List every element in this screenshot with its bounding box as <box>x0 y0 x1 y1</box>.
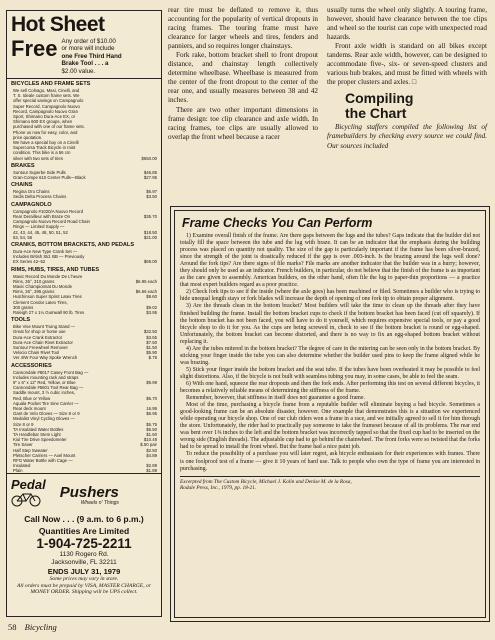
item-description: 53, 54, 55 <box>13 234 33 240</box>
item-price: $18.50 <box>143 229 157 235</box>
item-price: $.75 <box>148 355 157 361</box>
item-description: Cannondale #5601 Tool Rear Bag — <box>13 385 84 391</box>
free-line: or more will include <box>61 45 115 53</box>
item-description: Insulated <box>13 463 31 469</box>
fine-print: Some prices may vary in store. <box>49 576 119 582</box>
item-price: $10.48 <box>143 437 157 443</box>
box-paragraph: 4) Are the tubes mitered in the bottom bracket? The degree of care in the mitering can be seen only in the bottom bracket. By sticking your finger inside the tube you can also determine whether the builder used pins to keep the frame aligned while he was brazing. <box>180 345 480 366</box>
category-heading: CAMPAGNOLO <box>11 201 52 208</box>
item-price: $550.00 <box>141 155 157 161</box>
end-mark: □ <box>411 78 417 87</box>
item-description: Dura-Ace New Type Crank Set — <box>13 248 78 254</box>
hot-sheet-ad <box>6 10 162 617</box>
price-item <box>13 194 157 199</box>
item-description: Supercorsa Track Bicycle in mint <box>13 145 76 151</box>
article-column-3 <box>327 6 487 151</box>
item-description: Rings — Limited Supply — <box>13 224 65 230</box>
item-description: Mavic Record Du Monde De L'heure <box>13 273 83 279</box>
box-inner <box>174 210 486 618</box>
item-price: $6.70 <box>146 395 157 401</box>
item-price: $5.75 <box>146 421 157 427</box>
price-item <box>13 310 157 315</box>
price-item <box>13 355 157 360</box>
item-price: $35.70 <box>143 213 157 219</box>
shop-info <box>7 473 161 616</box>
item-description: Plain <box>13 468 23 474</box>
item-description: Sport, Shimano Dura-Ace EX, or <box>13 114 76 120</box>
item-description: Red, Blue or Yellow <box>13 395 51 401</box>
item-description: Gran-Compe 610 Center Pulls—Black <box>13 175 86 181</box>
free-line: Any order of $10.00 <box>61 38 116 45</box>
box-paragraph: 2) Check fork tips to see if the inside (where the axle goes) has been machined or filed. Sometimes a builder who is trying to hide unequal length stays or fork blades will increase the depth of opening of one fork tip to obtain proper alignment. <box>180 289 480 303</box>
category-heading: TOOLS <box>11 317 31 324</box>
item-description: Velocio Chain Rivet Tool <box>13 350 60 356</box>
item-description: Rims, 36°, 395 grams <box>13 289 55 295</box>
phone-number: 1-904-725-2211 <box>36 536 132 551</box>
item-description: 42, 43, 44, 45, 48, 50, 51, 52 <box>13 229 68 235</box>
item-price: $7.50 <box>146 339 157 345</box>
item-description: 300 grams <box>13 304 34 310</box>
free-line: Brake Tool . . . a <box>61 60 109 68</box>
item-price: $21.00 <box>143 234 157 240</box>
price-item <box>13 235 157 240</box>
paragraph: usually turns the wheel only slightly. A touring frame, however, should have clearance between the toe clips and wheel so the tourist can cope with unexpected road hazards. <box>327 6 487 42</box>
category-heading: CRANKS, BOTTOM BRACKETS, AND PEDALS <box>11 241 135 248</box>
free-line: one Free Third Hand <box>61 52 122 60</box>
credit-line: Excerpted from The Custom Bicycle, Michael J. Kolin and Denise M. de la Rosa, <box>180 478 352 485</box>
item-description: Tire Saver <box>13 442 33 448</box>
box-paragraph: 5) Stick your finger inside the bottom bracket and the seat tube. If the tubes have been overheated it may be possible to feel slight distortions. Also, if the bicycle is not built with seamless tubing you may, in some cases, be able to feel the seam. <box>180 366 480 380</box>
item-description: Pletscher Carriers — Axel Mount <box>13 452 76 458</box>
item-description: EX Series 42–52 <box>13 259 46 265</box>
item-price: $6.66 each <box>135 289 157 295</box>
magazine-name: Bicycling <box>24 622 57 632</box>
section-heading: the Chart <box>345 105 407 122</box>
item-price: $4.89 <box>146 452 157 458</box>
item-description: Raleigh 27 x 1¼ Gumwall 90 lb. Tires <box>13 309 85 315</box>
item-description: Medalist Vinyl Cycling Gloves — <box>13 416 75 422</box>
item-price: $2.50 <box>146 447 157 453</box>
item-description: Suntour Freewheel Remover <box>13 344 68 350</box>
paragraph: There are two other important dimensions in frame design: toe clip clearance and axle width. In racing frames, toe clips are usually allowed to overlap the front wheel because a racer <box>168 105 318 141</box>
item-price: $9.99 <box>146 379 157 385</box>
box-paragraph: 6) With one hand, squeeze the rear dropouts and then the fork ends. After performing this test on several different bicycles, it becomes a relatively reliable means of determining the stiffness of the frame. <box>180 380 480 395</box>
category-heading: BRAKES <box>11 162 35 169</box>
item-price: $32.50 <box>143 329 157 335</box>
item-description: Size 8 or 9 <box>13 421 34 427</box>
ad-title: Hot Sheet <box>11 13 105 36</box>
item-description: Dura-Ace Crank Extractor <box>13 334 63 340</box>
item-description: Campagnolo Nuovo Record Road Chain <box>13 219 90 225</box>
price-item <box>13 175 157 180</box>
item-description: Dura-Ace Chain Rivet Extractor <box>13 339 73 345</box>
item-price: $69.00 <box>143 259 157 265</box>
paragraph: Bicycling staffers compiled the following list of framebuilders by checking every source we could find. Our sources included <box>327 123 487 150</box>
item-description: RFG Water Bottle with Cage — <box>13 458 73 464</box>
item-description: Mavic Championnat Du Monde <box>13 283 72 289</box>
credit-line: Rodale Press, Inc., 1979, pp. 18-21. <box>180 485 257 492</box>
item-price: $3.55 <box>146 334 157 340</box>
category-heading: BICYCLES AND FRAME SETS <box>11 81 91 88</box>
ad-header <box>7 11 161 79</box>
item-price: $.50 pair <box>140 442 157 448</box>
category-heading: CHAINS <box>11 182 33 189</box>
item-description: Rear Derailleur with Braze On <box>13 213 71 219</box>
item-description: Includes British Std. BB — Previously <box>13 254 85 260</box>
item-price: $1.89 <box>146 468 157 474</box>
box-paragraph: To reduce the possibility of a purchase you will later regret, ask bicycle enthusiasts for their experiences with frames. There is one foolproof test of a frame — give it 10 years of hard use. Talk to people who own the type of frame you are interested in purchasing. <box>180 451 480 472</box>
category-heading: RIMS, HUBS, TIRES, AND TUBES <box>11 266 100 273</box>
item-description: Phone us now for easy, color, and <box>13 129 78 135</box>
item-price: $1.50 <box>146 344 157 350</box>
item-description: Ver 4/W Four Way Spoke Wrench <box>13 355 78 361</box>
item-price: $3.50 <box>146 194 157 200</box>
logo-pedal: Pedal <box>11 477 46 492</box>
logo-subtitle: Wheels n' Things <box>80 499 119 506</box>
page-footer <box>8 622 57 632</box>
item-price: $5.90 <box>146 350 157 356</box>
item-price: $2.89 <box>146 463 157 469</box>
price-list <box>7 81 161 474</box>
item-description: Half Step Sweater <box>13 447 48 453</box>
item-description: purchased with one of our frame sets. <box>13 124 85 130</box>
item-description: Cannondale #8017 Casey Front Bag — <box>13 369 89 375</box>
article-column-2 <box>168 6 318 142</box>
item-description: Clement Condor Latex Tires, <box>13 299 68 305</box>
item-description: Saddle mount, 3 ½ cubic inches, <box>13 390 76 396</box>
item-description: Shimano 600 EX groups, when <box>13 119 73 125</box>
item-description: Bike Vise Mount Truing Stand — <box>13 324 76 330</box>
address-line: Jacksonville, FL 32211 <box>51 559 117 566</box>
price-item <box>13 156 157 161</box>
item-description: Regina Oro Chains <box>13 189 50 195</box>
item-description: Hutchinson Super Sprint Latex Tires <box>13 294 82 300</box>
item-description: Rims, 36°, 310 grams <box>13 278 55 284</box>
item-description: Kiul Tire Drive Speedometer <box>13 437 67 443</box>
item-description: Super Record, Campagnolo Nuovo <box>13 103 80 109</box>
box-body <box>180 233 480 473</box>
item-price: $9.02 <box>146 304 157 310</box>
item-description: We sell Colnago, Masi, Cinelli, and <box>13 88 80 94</box>
item-description: 9" x 6" x 12" Red, Yellow, or Blue <box>13 379 76 385</box>
free-line: $2.00 value. <box>61 67 96 75</box>
item-price: $6.95 <box>146 411 157 417</box>
item-price: $6.95 each <box>135 278 157 284</box>
quantities-limited: Quantities Are Limited <box>38 526 130 536</box>
offer-end-date: ENDS JULY 31, 1979 <box>47 567 121 576</box>
paragraph: Fork rake, bottom bracket shell to front dropout distance, and chainstay length collectively determine wheelbase. Wheelbase is measured from the center of the front dropout to the center of the rear one, and usually measures between 38 and 42 inches. <box>168 51 318 105</box>
page-number: 58 <box>8 622 17 632</box>
item-price: 16.95 <box>146 405 157 411</box>
item-description: Sedis Delta Process Chains <box>13 194 67 200</box>
section-heading: Compiling <box>345 90 414 107</box>
item-description: T. S. Ideale custom frame sets. We <box>13 93 80 99</box>
item-description: Gant de Velo Gloves — Size 8 or 9 <box>13 411 80 417</box>
box-paragraph: 1) Examine overall finish of the frame. Are there gaps between the lugs and the tubes? Gaps indicate that the builder did not totally fill the space between the tube and the lug with braze. It can be an indicator that the emphasis during the building process was placed on quantity not quality. The size of the gap is particularly important if the frame has been silver-brazed, since the strength of the joint is drastically reduced if the gap is over .003-inch. Is the brazing around the lugs well done? Around the fork tips? Are there signs of file marks? File marks are another indicator that the builder was in a hurry; however, they should only be used as an indicator. French builders, in particular, do not believe that the finish of the frame is as important as the care given to assembly. American builders, on the other hand, often file the lug to paper-thin proportions — a practice that most expert builders regard as a poor practice. <box>180 233 480 289</box>
paragraph: rear tire must be deflated to remove it, thus accounting for the popularity of vertical dropouts in racing frames. The touring frame must have clearance for larger wheels and tires, fenders and panniers, and so requires longer chainstays. <box>168 6 318 51</box>
item-description: Great for shop or home use <box>13 329 66 335</box>
box-paragraph: Remember, however, that stiffness in itself does not guarantee a good frame. <box>186 395 365 402</box>
item-description: silver with two sets of tires <box>13 155 63 161</box>
item-price: $46.85 <box>143 169 157 175</box>
free-offer-text <box>61 38 121 75</box>
item-price: $6.97 <box>146 189 157 195</box>
category-heading: ACCESSORIES <box>11 362 52 369</box>
box-paragraph: Most of the time, purchasing a bicycle frame from a reputable builder will eliminate buying a bad bicycle. Sometimes a good-looking frame can be an absolute disaster, however. One example that demonstrates this is a situation we experienced while operating our bicycle shop. One of our club riders won a frame in a race, and we initially agreed to sell it for him through the store. Unfortunately, the rider had to practically pay someone to take the frameset because of all its problems. The rear end was bent over 1⅜ inches to the left and the bottom bracket was incorrectly tapped so that the fixed cup had to be inserted on the wrong side (English threads). The adjustable cup had to go behind the chainwheel. The front forks were so twisted that the forks had to be spread to install the front wheel. But the frame had a nice paint job. <box>180 402 480 451</box>
item-description: We have a special buy on a Cinelli <box>13 140 79 146</box>
item-description: price quotation. <box>13 134 43 140</box>
item-description: condition. This bike is a 56 cm <box>13 150 71 156</box>
item-price: $27.95 <box>143 175 157 181</box>
item-description: Suntour Superbe Side Pulls <box>13 169 66 175</box>
logo-pushers: Pushers <box>59 483 119 501</box>
item-price: $6.50 <box>146 426 157 432</box>
item-description: TA Insulated Water Bottles <box>13 426 64 432</box>
item-description: offer special savings on Campagnolo <box>13 98 84 104</box>
free-offer <box>11 38 157 75</box>
item-price: $3.95 <box>146 309 157 315</box>
free-word: Free <box>11 36 58 61</box>
item-description: Aquala Pocket Tire Sine Carrier — <box>13 400 79 406</box>
bicycle-icon <box>11 491 41 507</box>
shop-logo <box>7 474 161 512</box>
item-description: Rear deck mount <box>13 405 46 411</box>
item-description: Includes mounting rack and straps <box>13 374 79 380</box>
price-item <box>13 259 157 264</box>
fine-print: All orders must be prepaid by VISA, MASTER CHARGE, or MONEY ORDER. Shipping will be UPS collect. <box>17 582 151 595</box>
source-credit <box>180 476 480 492</box>
item-description: Campagnolo #1020/A Nuovo Record <box>13 208 83 214</box>
call-now: Call Now . . . (9 a.m. to 6 p.m.) <box>24 514 144 524</box>
box-title: Frame Checks You Can Perform <box>182 216 373 230</box>
frame-checks-box <box>170 206 490 622</box>
item-description: Record, Campagnolo Nuovo Gran <box>13 108 78 114</box>
paragraph-text: Front axle width is standard on all bikes except tandems. Rear axle width, however, can be designed to accommodate five-, six- or seven-speed clusters and various hub brakes, and must be fitted with wheels with the proper clusters and axles. <box>327 42 487 87</box>
address-line: 1130 Rogero Rd. <box>59 551 109 558</box>
item-description: TA Handlebar Stem Light <box>13 432 61 437</box>
item-price: $9.60 <box>146 294 157 300</box>
paragraph <box>327 42 487 87</box>
item-price: $1.60 <box>146 432 157 437</box>
box-paragraph: 3) Are the threads clean in the bottom bracket? Most builders will take the time to clean up the threads after they have finished building the frame. Install the bottom bracket cups to check if the bottom bracket has been faced (cut off squarely). If the bottom bracket has not been faced, you will have to do it yourself, which requires expensive special tools, or pay a good bicycle shop to do it for you. As the cups are being screwed in, check to see if the bottom bracket is round or egg-shaped. Unfortunately, the bottom bracket can become distorted, and there is no way to fix an egg-shaped bottom bracket without replacing it. <box>180 303 480 345</box>
